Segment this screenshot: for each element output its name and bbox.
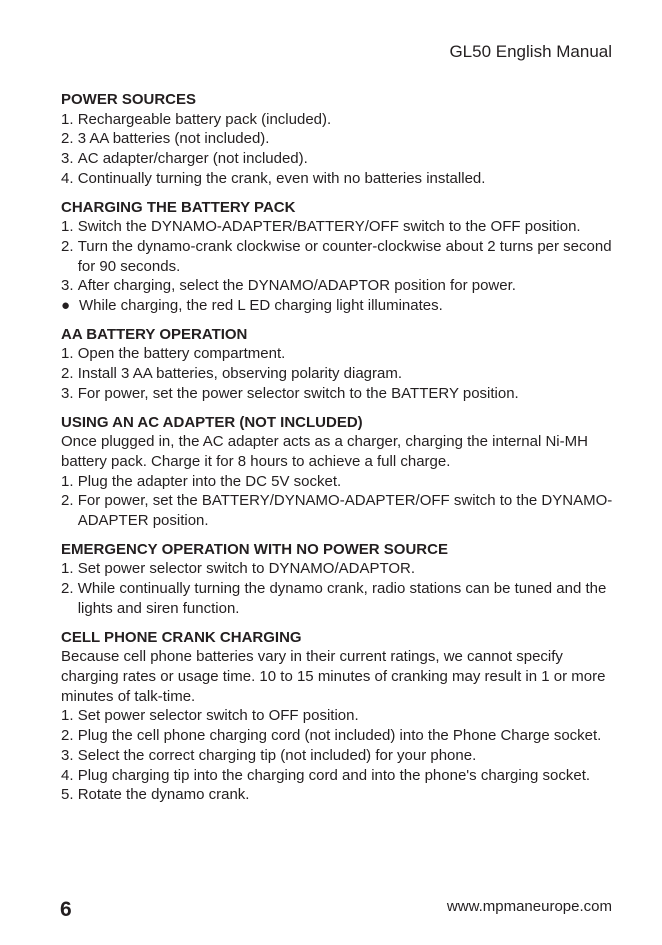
list-item [61, 149, 621, 169]
list-number: 5. [61, 786, 78, 804]
list-item [61, 364, 621, 384]
list-item [61, 579, 621, 618]
list-number: 1. [61, 472, 78, 490]
list-number: 3. [61, 150, 78, 168]
list-item [61, 129, 621, 149]
list-item-text: Continually turning the crank, even with no batteries installed. [77, 169, 486, 187]
list-item-text: After charging, select the DYNAMO/ADAPTOR position for power. [77, 277, 516, 295]
list-item [61, 491, 621, 530]
section [61, 198, 621, 316]
list-item [61, 726, 621, 746]
list-item-text: While continually turning the dynamo crank, radio stations can be tuned and the lights and siren function. [77, 580, 607, 617]
list-item [61, 276, 621, 296]
list-item-text: Plug charging tip into the charging cord and into the phone's charging socket. [77, 766, 591, 784]
list-item [61, 169, 621, 189]
section-title: CELL PHONE CRANK CHARGING [61, 628, 302, 646]
list-number: 3. [61, 746, 78, 764]
list-item-text: Switch the DYNAMO-ADAPTER/BATTERY/OFF switch to the OFF position. [77, 218, 581, 236]
section-title: AA BATTERY OPERATION [61, 325, 248, 343]
list-item [61, 785, 621, 805]
list-item-text: AC adapter/charger (not included). [77, 150, 308, 168]
section-title: POWER SOURCES [61, 91, 197, 108]
section-title: USING AN AC ADAPTER (NOT INCLUDED) [61, 413, 363, 431]
list-number: 2. [61, 727, 78, 745]
list-item [61, 766, 621, 786]
list-item-text: For power, set the power selector switch to the BATTERY position. [77, 384, 519, 402]
list-number: 1. [61, 560, 78, 578]
manual-content [61, 90, 621, 814]
list-item [61, 110, 621, 130]
section [61, 413, 621, 531]
list-item-text: Rotate the dynamo crank. [77, 786, 250, 804]
list-item [61, 344, 621, 364]
manual-title: GL50 English Manual [449, 42, 612, 61]
page-number: 6 [60, 898, 72, 921]
list-item-text: Plug the cell phone charging cord (not included) into the Phone Charge socket. [77, 727, 602, 745]
list-item-text: Open the battery compartment. [77, 345, 286, 363]
footer-url: www.mpmaneurope.com [446, 898, 612, 915]
list-item [61, 217, 621, 237]
list-number: 2. [61, 237, 78, 255]
section-paragraph: Once plugged in, the AC adapter acts as a charger, charging the internal Ni-MH battery pack. Charge it for 8 hours to achieve a full charge. [61, 433, 588, 470]
list-item [61, 296, 621, 316]
list-item-text: Plug the adapter into the DC 5V socket. [77, 472, 342, 490]
list-number: 4. [61, 766, 78, 784]
list-item [61, 472, 621, 492]
list-item [61, 384, 621, 404]
list-item [61, 559, 621, 579]
list-number: 1. [61, 707, 78, 725]
list-number: 4. [61, 169, 78, 187]
list-item-text: Install 3 AA batteries, observing polarity diagram. [77, 365, 403, 383]
list-number: 2. [61, 365, 78, 383]
list-item-text: Turn the dynamo-crank clockwise or counter-clockwise about 2 turns per second for 90 seconds. [77, 237, 612, 275]
section [61, 325, 621, 404]
list-number: 2. [61, 492, 78, 510]
section-title: EMERGENCY OPERATION WITH NO POWER SOURCE [61, 540, 448, 558]
bullet-icon: ● [61, 297, 71, 315]
section [61, 628, 621, 805]
list-number: 1. [61, 345, 78, 363]
list-item [61, 237, 621, 276]
list-item-text: For power, set the BATTERY/DYNAMO-ADAPTER/OFF switch to the DYNAMO-ADAPTER position. [77, 492, 613, 530]
section-title: CHARGING THE BATTERY PACK [61, 198, 296, 216]
list-item-text: While charging, the red L ED charging light illuminates. [79, 297, 443, 315]
list-item-text: Select the correct charging tip (not included) for your phone. [77, 746, 477, 764]
list-item-text: Rechargeable battery pack (included). [77, 110, 332, 128]
list-item-text: Set power selector switch to DYNAMO/ADAPTOR. [77, 560, 416, 578]
list-item-text: Set power selector switch to OFF position. [77, 707, 359, 725]
list-number: 1. [61, 218, 78, 236]
section-paragraph: Because cell phone batteries vary in their current ratings, we cannot specify charging rates or usage time. 10 to 15 minutes of cranking may result in 1 or more minutes of talk-time. [61, 648, 606, 705]
list-number: 3. [61, 277, 78, 295]
list-number: 2. [61, 580, 78, 598]
list-item-text: 3 AA batteries (not included). [77, 130, 270, 148]
list-item [61, 746, 621, 766]
list-number: 2. [61, 130, 78, 148]
list-number: 1. [61, 110, 78, 128]
list-number: 3. [61, 384, 78, 402]
section [61, 90, 621, 189]
list-item [61, 706, 621, 726]
section [61, 540, 621, 619]
